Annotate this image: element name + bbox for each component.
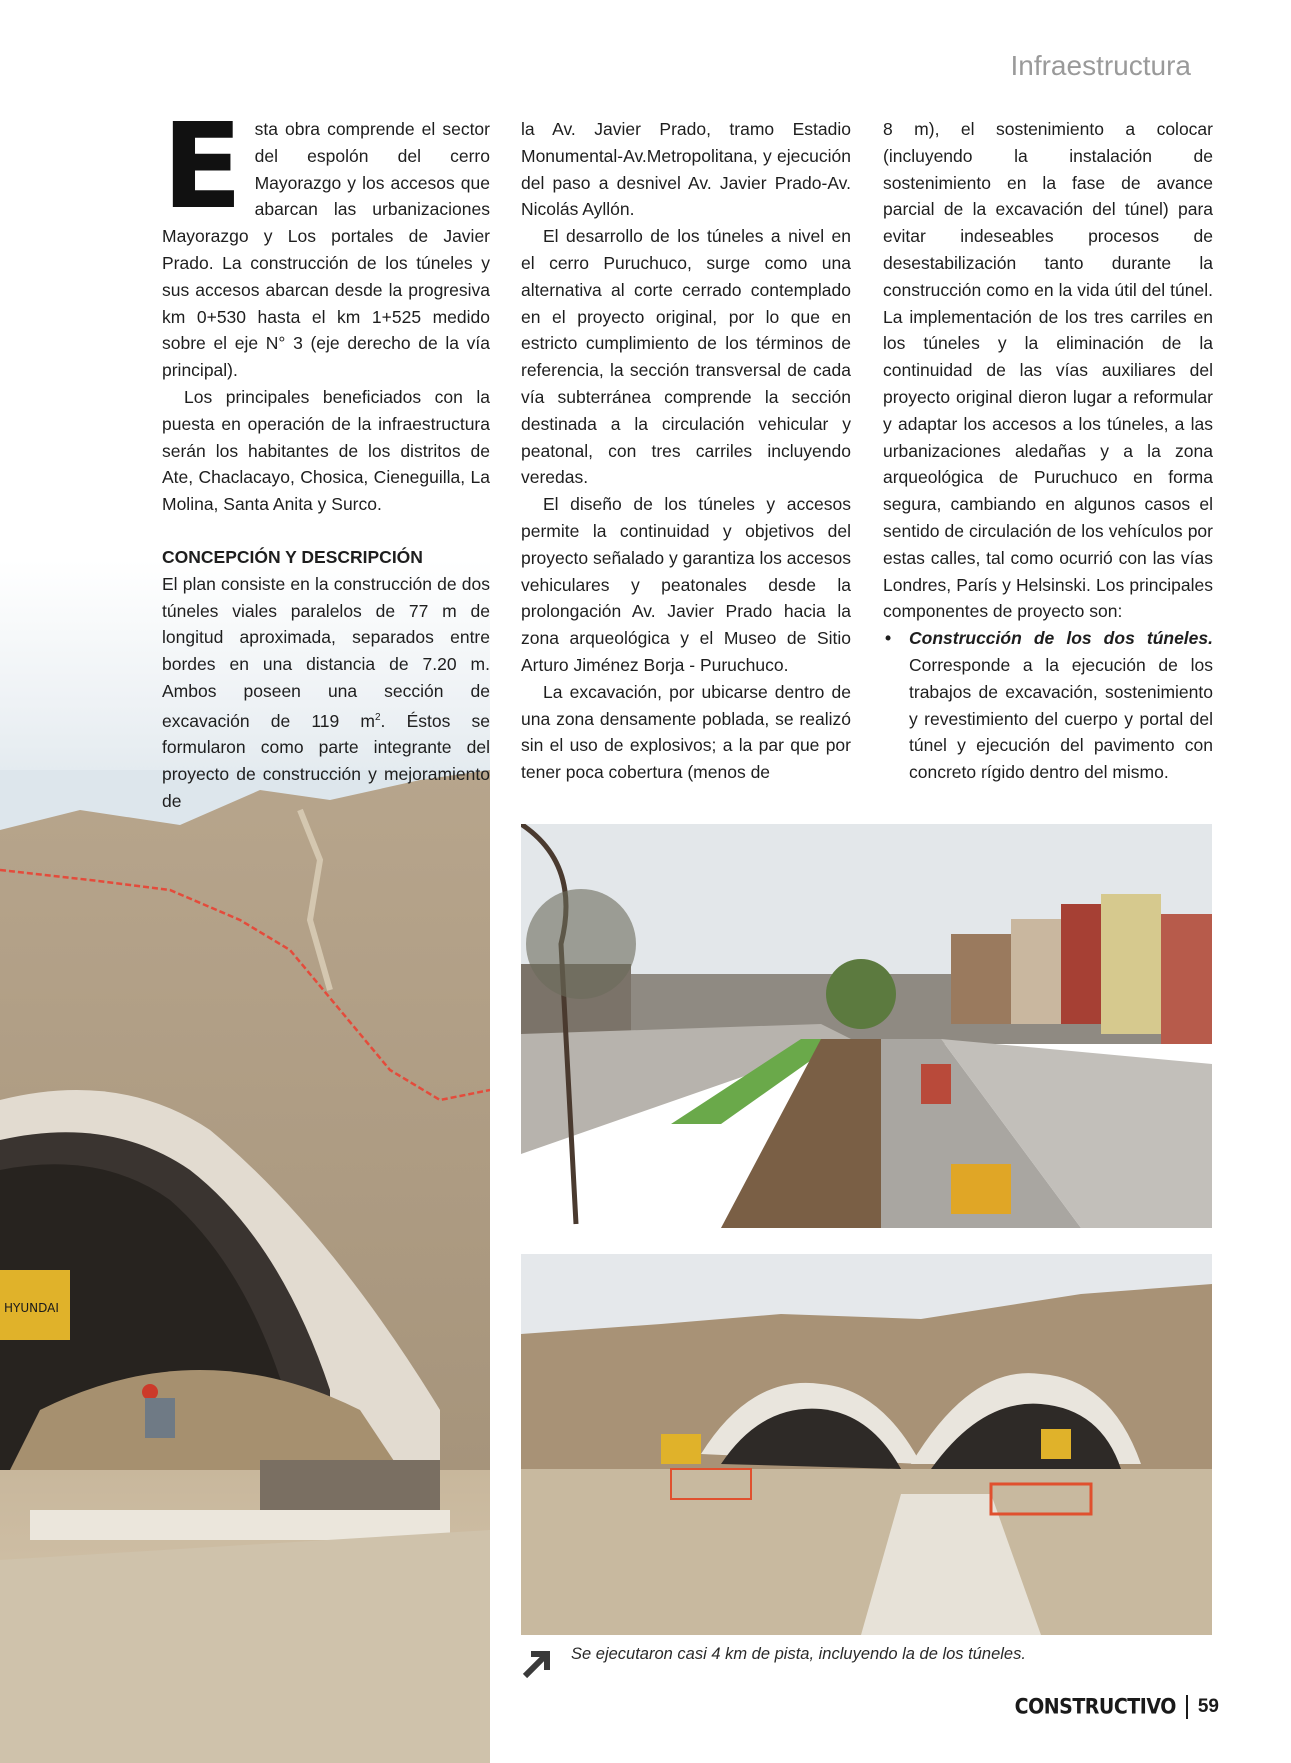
subheading: CONCEPCIÓN Y DESCRIPCIÓN <box>162 546 423 567</box>
paragraph: 8 m), el sostenimiento a colocar (incluyendo la instalación de sostenimiento en la fase de avance parcial de la excavación del túnel) para evitar indeseables procesos de desestabilización tanto durante la construcción como en la vida útil del túnel. La implementación de los tres carriles en los túneles y la eliminación de la continuidad de las vías auxiliares del proyecto original dieron lugar a reformular y adaptar los accesos a los túneles, a las urbanizaciones aledañas y a la zona arqueológica de Puruchuco en forma segura, cambiando en algunos casos el sentido de circulación de los vehículos por estas calles, tal como ocurrió con las vías Londres, París y Helsinski. Los principales componentes de proyecto son: <box>883 119 1213 622</box>
avenue-photo <box>521 824 1212 1228</box>
paragraph: Los principales beneficiados con la puesta en operación de la infraestructura serán los habitantes de los distritos de Ate, Chaclacayo, Chosica, Cieneguilla, La Molina, Santa Anita y Surco. <box>162 386 490 515</box>
paragraph <box>162 571 490 815</box>
paragraph: La excavación, por ubicarse dentro de una zona densamente poblada, se realizó sin el uso de explosivos; a la par que por tener poca cobertura (menos de <box>521 681 851 783</box>
bullet-heading: Construcción de los dos túneles. <box>909 628 1213 649</box>
paragraph: El diseño de los túneles y accesos permite la continuidad y objetivos del proyecto señalado y garantiza los accesos vehiculares y peatonales desde la prolongación Av. Javier Prado hacia la zona arqueológica y el Museo de Sitio Arturo Jiménez Borja - Puruchuco. <box>521 494 851 675</box>
paragraph-text: El plan consiste en la construcción de dos túneles viales paralelos de 77 m de longitud aproximada, separados entre bordes en una distancia de 7.20 m. Ambos poseen una sección de excavación de 119 m <box>162 573 490 731</box>
tunnel-portal-photo <box>0 770 490 1763</box>
caption-arrow-icon <box>519 1644 555 1680</box>
bullet-marker: • <box>885 628 892 649</box>
magazine-name: CONSTRUCTIVO <box>1014 1694 1176 1720</box>
page-number: 59 <box>1197 1696 1219 1717</box>
text-column-1 <box>162 97 490 815</box>
paragraph: la Av. Javier Prado, tramo Estadio Monumental-Av.Metropolitana, y ejecución del paso a desnivel Av. Javier Prado-Av. Nicolás Ayllón. <box>521 119 851 220</box>
excavator-brand-text: HYUNDAI <box>4 1301 59 1315</box>
bullet-item <box>883 625 1213 786</box>
photo-caption: Se ejecutaron casi 4 km de pista, incluyendo la de los túneles. <box>571 1645 1026 1663</box>
text-column-3 <box>883 116 1213 786</box>
paragraph-text: . Éstos se formularon como parte integrante del proyecto de construcción y mejoramiento de <box>162 710 490 811</box>
intro-text: sta obra comprende el sector del espolón del cerro Mayorazgo y los accesos que abarcan las urbanizaciones Mayorazgo y Los portales de Javier Prado. La construcción de los túneles y sus accesos abarcan desde la progresiva km 0+530 hasta el km 1+525 medido sobre el eje N° 3 (eje derecho de la vía principal). <box>162 119 490 381</box>
drop-cap: E <box>162 97 243 235</box>
section-title: Infraestructura <box>1010 50 1191 81</box>
superscript: 2 <box>374 711 381 723</box>
text-column-2 <box>521 116 851 786</box>
twin-tunnels-photo <box>521 1254 1212 1635</box>
bullet-text: Corresponde a la ejecución de los trabajos de excavación, sostenimiento y revestimiento del cuerpo y portal del túnel y ejecución del pavimento con concreto rígido dentro del mismo. <box>909 654 1213 783</box>
page-footer <box>1015 1695 1219 1719</box>
paragraph: El desarrollo de los túneles a nivel en el cerro Puruchuco, surge como una alternativa al corte cerrado contemplado en el proyecto original, por lo que en estricto cumplimiento de los términos de referencia, la sección transversal de cada vía subterránea comprende la sección destinada a la circulación vehicular y peatonal, con tres carriles incluyendo veredas. <box>521 226 851 488</box>
footer-divider <box>1186 1695 1188 1719</box>
intro-paragraph <box>162 97 490 384</box>
